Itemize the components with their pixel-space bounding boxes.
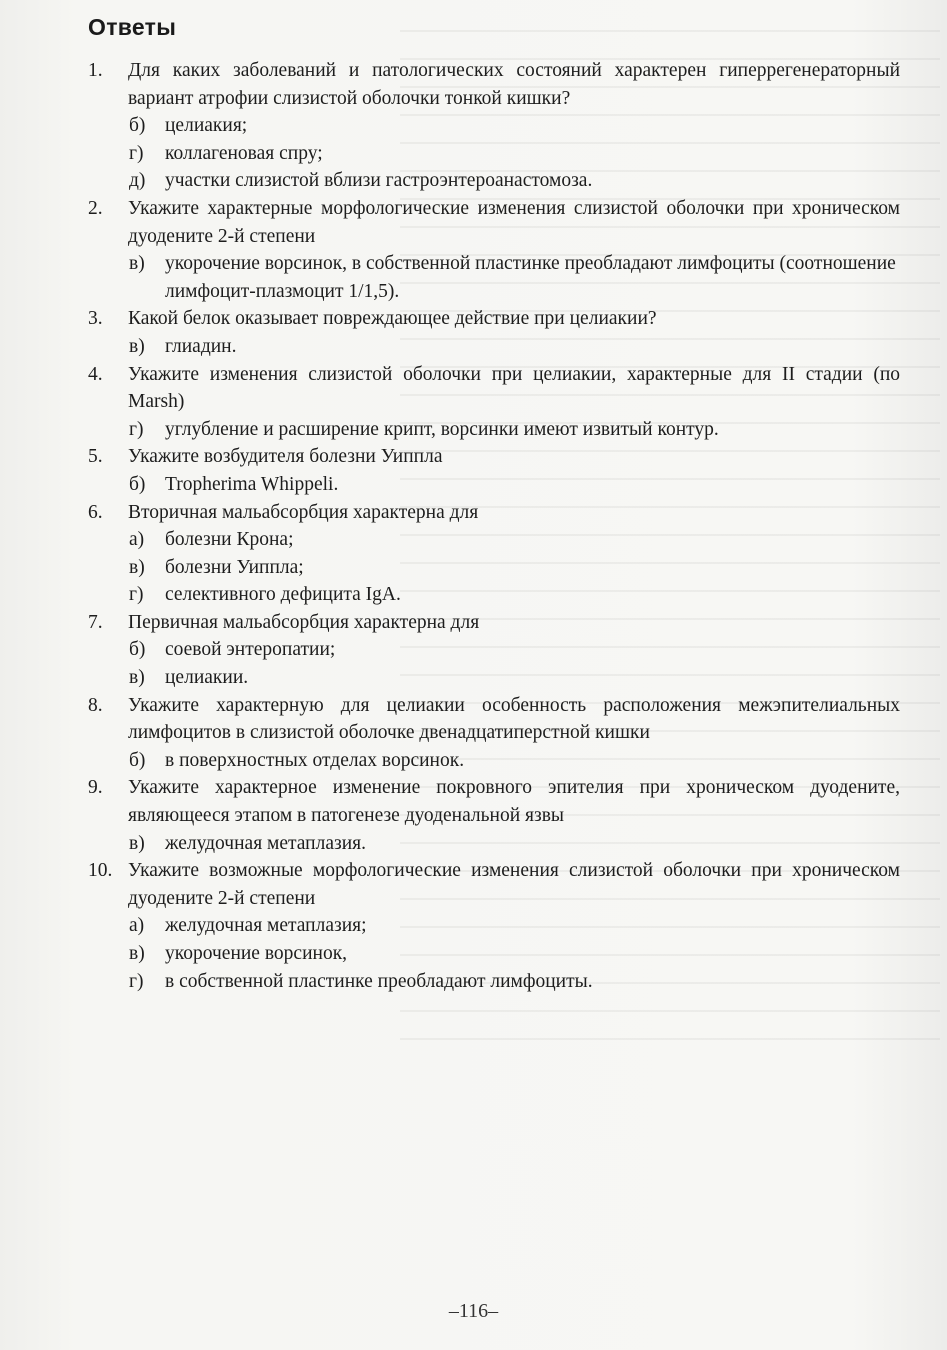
answer-letter: г) — [129, 418, 144, 440]
question — [84, 361, 900, 416]
question-text: Укажите возможные морфологические изменения слизистой оболочки при хроническом дуодените 2-й степени — [128, 860, 900, 909]
answer-item — [84, 912, 900, 940]
answer-letter: в) — [129, 832, 145, 854]
question-number: 9. — [88, 777, 103, 799]
answer-text: в поверхностных отделах ворсинок. — [165, 749, 465, 771]
question-block-6 — [84, 499, 900, 609]
question — [84, 857, 900, 912]
question-number: 5. — [88, 446, 103, 468]
answer-item — [84, 554, 900, 582]
question-text: Укажите характерные морфологические изменения слизистой оболочки при хроническом дуодените 2-й степени — [128, 197, 900, 247]
answer-letter: в) — [129, 556, 145, 578]
answer-letter: а) — [129, 915, 145, 937]
question — [84, 57, 900, 112]
answer-letter: д) — [129, 170, 146, 192]
question-number: 4. — [88, 363, 103, 385]
answer-item — [84, 250, 900, 305]
answer-letter: в) — [129, 253, 145, 275]
question-text: Укажите изменения слизистой оболочки при целиакии, характерные для II стадии (по Marsh) — [128, 363, 900, 413]
answer-item — [84, 526, 900, 554]
question-block-5 — [84, 443, 900, 498]
answer-item — [84, 333, 900, 361]
answer-letter: г) — [129, 970, 144, 992]
question-text: Для каких заболеваний и патологических состояний характерен гиперрегенераторный вариант атрофии слизистой оболочки тонкой кишки? — [128, 60, 900, 109]
question-number: 2. — [88, 197, 103, 219]
page-number: –116– — [448, 1300, 499, 1322]
answer-item — [84, 112, 900, 140]
question-block-3 — [84, 305, 900, 360]
answers-list — [84, 57, 900, 995]
question-block-1 — [84, 57, 900, 195]
answer-letter: б) — [129, 639, 146, 661]
question-block-10 — [84, 857, 900, 995]
answer-text: целиакия; — [165, 115, 248, 137]
answer-text: коллагеновая спру; — [165, 142, 323, 164]
answer-letter: в) — [129, 943, 145, 964]
answer-letter: в) — [129, 667, 145, 689]
answer-item — [84, 416, 900, 444]
answer-letter: в) — [129, 335, 145, 357]
answer-letter: г) — [129, 142, 144, 164]
question-number: 10. — [88, 860, 113, 882]
question — [84, 774, 900, 829]
answer-text: укорочение ворсинок, в собственной пластинке преобладают лимфоциты (соотношение лимфоцит-плазмоцит 1/1,5). — [165, 253, 896, 302]
question-block-7 — [84, 609, 900, 692]
answer-letter: б) — [129, 115, 146, 137]
answer-text: желудочная метаплазия. — [165, 832, 366, 854]
answer-item — [84, 636, 900, 664]
question-text: Укажите характерную для целиакии особенность расположения межэпителиальных лимфоцитов в слизистой оболочке двенадцатиперстной кишки — [128, 694, 900, 744]
question-number: 3. — [88, 308, 103, 330]
answer-letter: б) — [129, 749, 146, 771]
answer-text: в собственной пластинке преобладают лимфоциты. — [165, 970, 593, 992]
answer-text: болезни Крона; — [165, 529, 294, 551]
answer-text: углубление и расширение крипт, ворсинки имеют извитый контур. — [165, 418, 719, 440]
question-number: 6. — [88, 501, 103, 523]
question-text: Первичная мальабсорбция характерна для — [128, 611, 480, 633]
answer-text: укорочение ворсинок, — [165, 943, 348, 964]
answer-text: Tropherima Whippeli. — [165, 473, 339, 495]
answer-text: соевой энтеропатии; — [165, 639, 336, 661]
question — [84, 609, 900, 637]
answer-item — [84, 664, 900, 692]
answer-item — [84, 940, 900, 968]
answer-letter: а) — [129, 529, 145, 551]
question-text: Вторичная мальабсорбция характерна для — [128, 501, 479, 523]
answer-text: селективного дефицита IgA. — [165, 584, 401, 606]
question — [84, 443, 900, 471]
answer-item — [84, 747, 900, 775]
question-block-4 — [84, 361, 900, 444]
question-number: 1. — [88, 60, 103, 81]
answer-text: участки слизистой вблизи гастроэнтероанастомоза. — [165, 170, 593, 192]
answer-text: глиадин. — [165, 335, 237, 357]
question — [84, 499, 900, 527]
question-number: 8. — [88, 694, 103, 716]
question — [84, 692, 900, 747]
answer-letter: г) — [129, 584, 144, 606]
page-heading: Ответы — [88, 14, 177, 40]
answer-item — [84, 167, 900, 195]
question — [84, 195, 900, 250]
question-text: Укажите характерное изменение покровного эпителия при хроническом дуодените, являющееся этапом в патогенезе дуоденальной язвы — [128, 777, 900, 827]
answer-text: болезни Уиппла; — [165, 556, 304, 578]
answer-item — [84, 581, 900, 609]
question-block-8 — [84, 692, 900, 775]
question-block-9 — [84, 774, 900, 857]
answer-item — [84, 471, 900, 499]
question — [84, 305, 900, 333]
answer-text: целиакии. — [165, 667, 249, 689]
answer-item — [84, 830, 900, 858]
question-text: Какой белок оказывает повреждающее действие при целиакии? — [128, 308, 657, 330]
question-number: 7. — [88, 611, 103, 633]
question-block-2 — [84, 195, 900, 305]
answer-letter: б) — [129, 473, 146, 495]
question-text: Укажите возбудителя болезни Уиппла — [128, 446, 443, 468]
answer-item — [84, 140, 900, 168]
answer-text: желудочная метаплазия; — [165, 915, 367, 937]
answer-item — [84, 968, 900, 996]
